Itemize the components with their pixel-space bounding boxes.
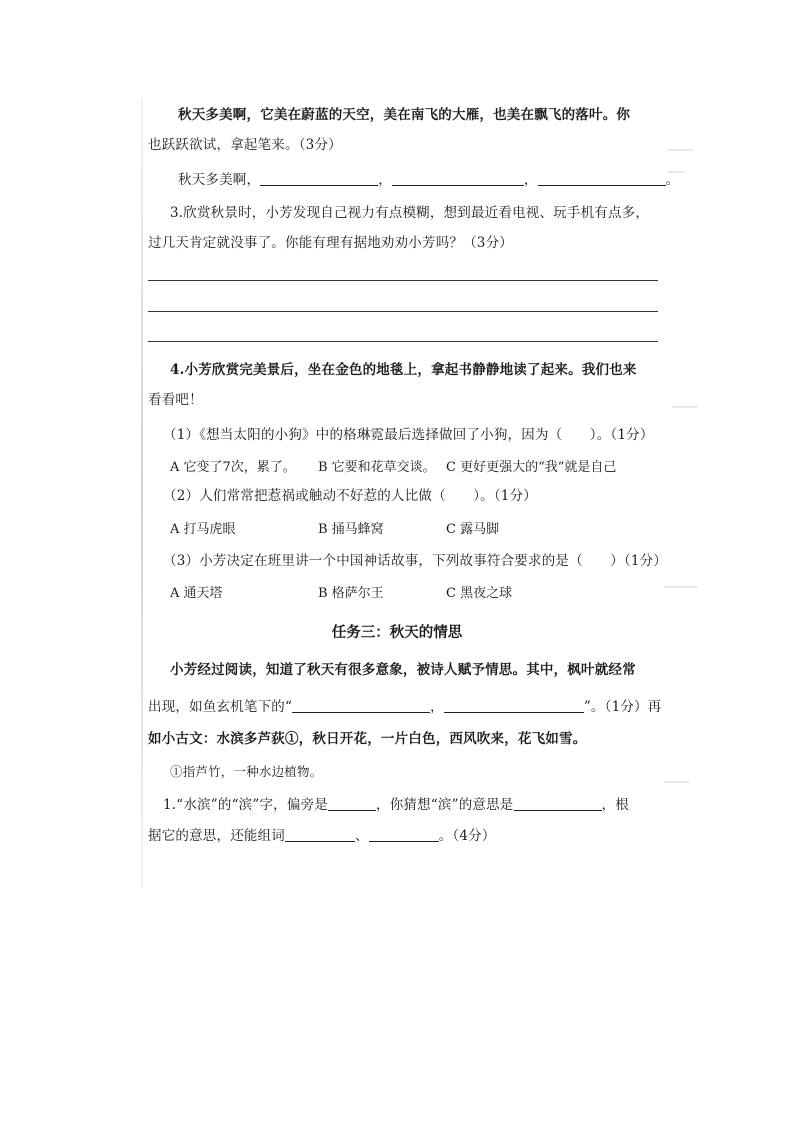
- q4-sub3-option-c[interactable]: C 黑夜之球: [446, 586, 513, 601]
- task3-q1-line-2: [148, 826, 496, 846]
- intro-line-1: 秋天多美啊，它美在蔚蓝的天空，美在南飞的大雁，也美在飘飞的落叶。你: [178, 107, 631, 123]
- q4-sub2-option-a[interactable]: A 打马虎眼: [170, 522, 236, 537]
- fill-sep: ，: [523, 172, 538, 188]
- q3-line-2: 过几天肯定就没事了。你能有理有据地劝劝小芳吗？（3分）: [148, 235, 513, 251]
- q4-sub1-option-c[interactable]: C 更好更强大的“我”就是自己: [446, 460, 617, 475]
- task3-para-line-2: [148, 697, 661, 717]
- q1-text: 据它的意思，还能组词: [148, 828, 285, 844]
- poem-blank-2[interactable]: [444, 697, 584, 713]
- q1-text: 。（4分）: [438, 828, 496, 844]
- footnote: ①指芦竹，一种水边植物。: [170, 764, 323, 779]
- intro-fill-line: [178, 170, 679, 190]
- q4-line-1: 4.小芳欣赏完美景后，坐在金色的地毯上，拿起书静静地读了起来。我们也来: [170, 362, 637, 378]
- q4-sub3-question: （3）小芳决定在班里讲一个中国神话故事，下列故事符合要求的是（ ）（1分）: [163, 553, 668, 569]
- q4-sub1-question: （1）《想当太阳的小狗》中的格琳霓最后选择做回了小狗，因为（ ）。（1分）: [163, 427, 654, 443]
- q4-sub2-option-b[interactable]: B 捅马蜂窝: [318, 522, 384, 537]
- radical-blank[interactable]: [328, 795, 376, 811]
- para-text: ，: [430, 699, 444, 715]
- answer-line-1[interactable]: [148, 280, 658, 281]
- bleed-through-mark: ▁▁▁: [668, 138, 694, 151]
- bleed-through-mark: ▁▁▁▁: [664, 575, 698, 588]
- task3-para-line-3: 如小古文：水滨多芦荻①，秋日开花，一片白色，西风吹来，花飞如雪。: [148, 731, 587, 747]
- fill-sep: ，: [378, 172, 392, 188]
- fill-end: 。: [665, 172, 680, 188]
- answer-blank-2[interactable]: [392, 170, 524, 186]
- q1-text: 、: [355, 828, 369, 844]
- meaning-blank[interactable]: [514, 795, 602, 811]
- q4-sub3-option-b[interactable]: B 格萨尔王: [318, 586, 384, 601]
- q4-sub3-option-a[interactable]: A 通天塔: [170, 586, 223, 601]
- task3-para-line-1: 小芳经过阅读，知道了秋天有很多意象，被诗人赋予情思。其中，枫叶就经常: [170, 662, 636, 678]
- para-text: ”。（1分）再: [583, 699, 662, 715]
- q1-text: ，根: [601, 797, 629, 813]
- para-text: 出现，如鱼玄机笔下的“: [148, 699, 293, 715]
- q4-sub1-option-b[interactable]: B 它要和花草交谈。: [318, 460, 436, 475]
- answer-line-3[interactable]: [148, 341, 658, 342]
- answer-line-2[interactable]: [148, 311, 658, 312]
- word-blank-2[interactable]: [369, 826, 439, 842]
- bleed-through-mark: ▁▁▁: [664, 770, 690, 783]
- word-blank-1[interactable]: [285, 826, 355, 842]
- scan-fold-shadow: [141, 98, 143, 888]
- fill-prefix: 秋天多美啊，: [178, 172, 261, 188]
- q3-line-1: 3.欣赏秋景时，小芳发现自己视力有点模糊，想到最近看电视、玩手机有点多，: [170, 205, 650, 221]
- q4-line-2: 看看吧！: [148, 392, 203, 408]
- q1-text: 1.“水滨”的“滨”字，偏旁是: [163, 797, 328, 813]
- bleed-through-mark: ▁▁: [668, 160, 685, 173]
- poem-blank-1[interactable]: [292, 697, 430, 713]
- answer-blank-1[interactable]: [260, 170, 378, 186]
- q4-sub2-option-c[interactable]: C 露马脚: [446, 522, 500, 537]
- bleed-through-mark: ▁▁▁: [672, 395, 698, 408]
- section-title: 任务三：秋天的情思: [331, 624, 463, 641]
- task3-q1-line-1: [163, 795, 629, 815]
- intro-line-2: 也跃跃欲试，拿起笔来。（3分）: [148, 137, 342, 153]
- q4-sub1-option-a[interactable]: A 它变了7次，累了。: [170, 460, 296, 475]
- q1-text: ，你猜想“滨”的意思是: [376, 797, 514, 813]
- answer-blank-3[interactable]: [538, 170, 666, 186]
- q4-sub2-question: （2）人们常常把惹祸或触动不好惹的人比做（ ）。（1分）: [163, 488, 537, 504]
